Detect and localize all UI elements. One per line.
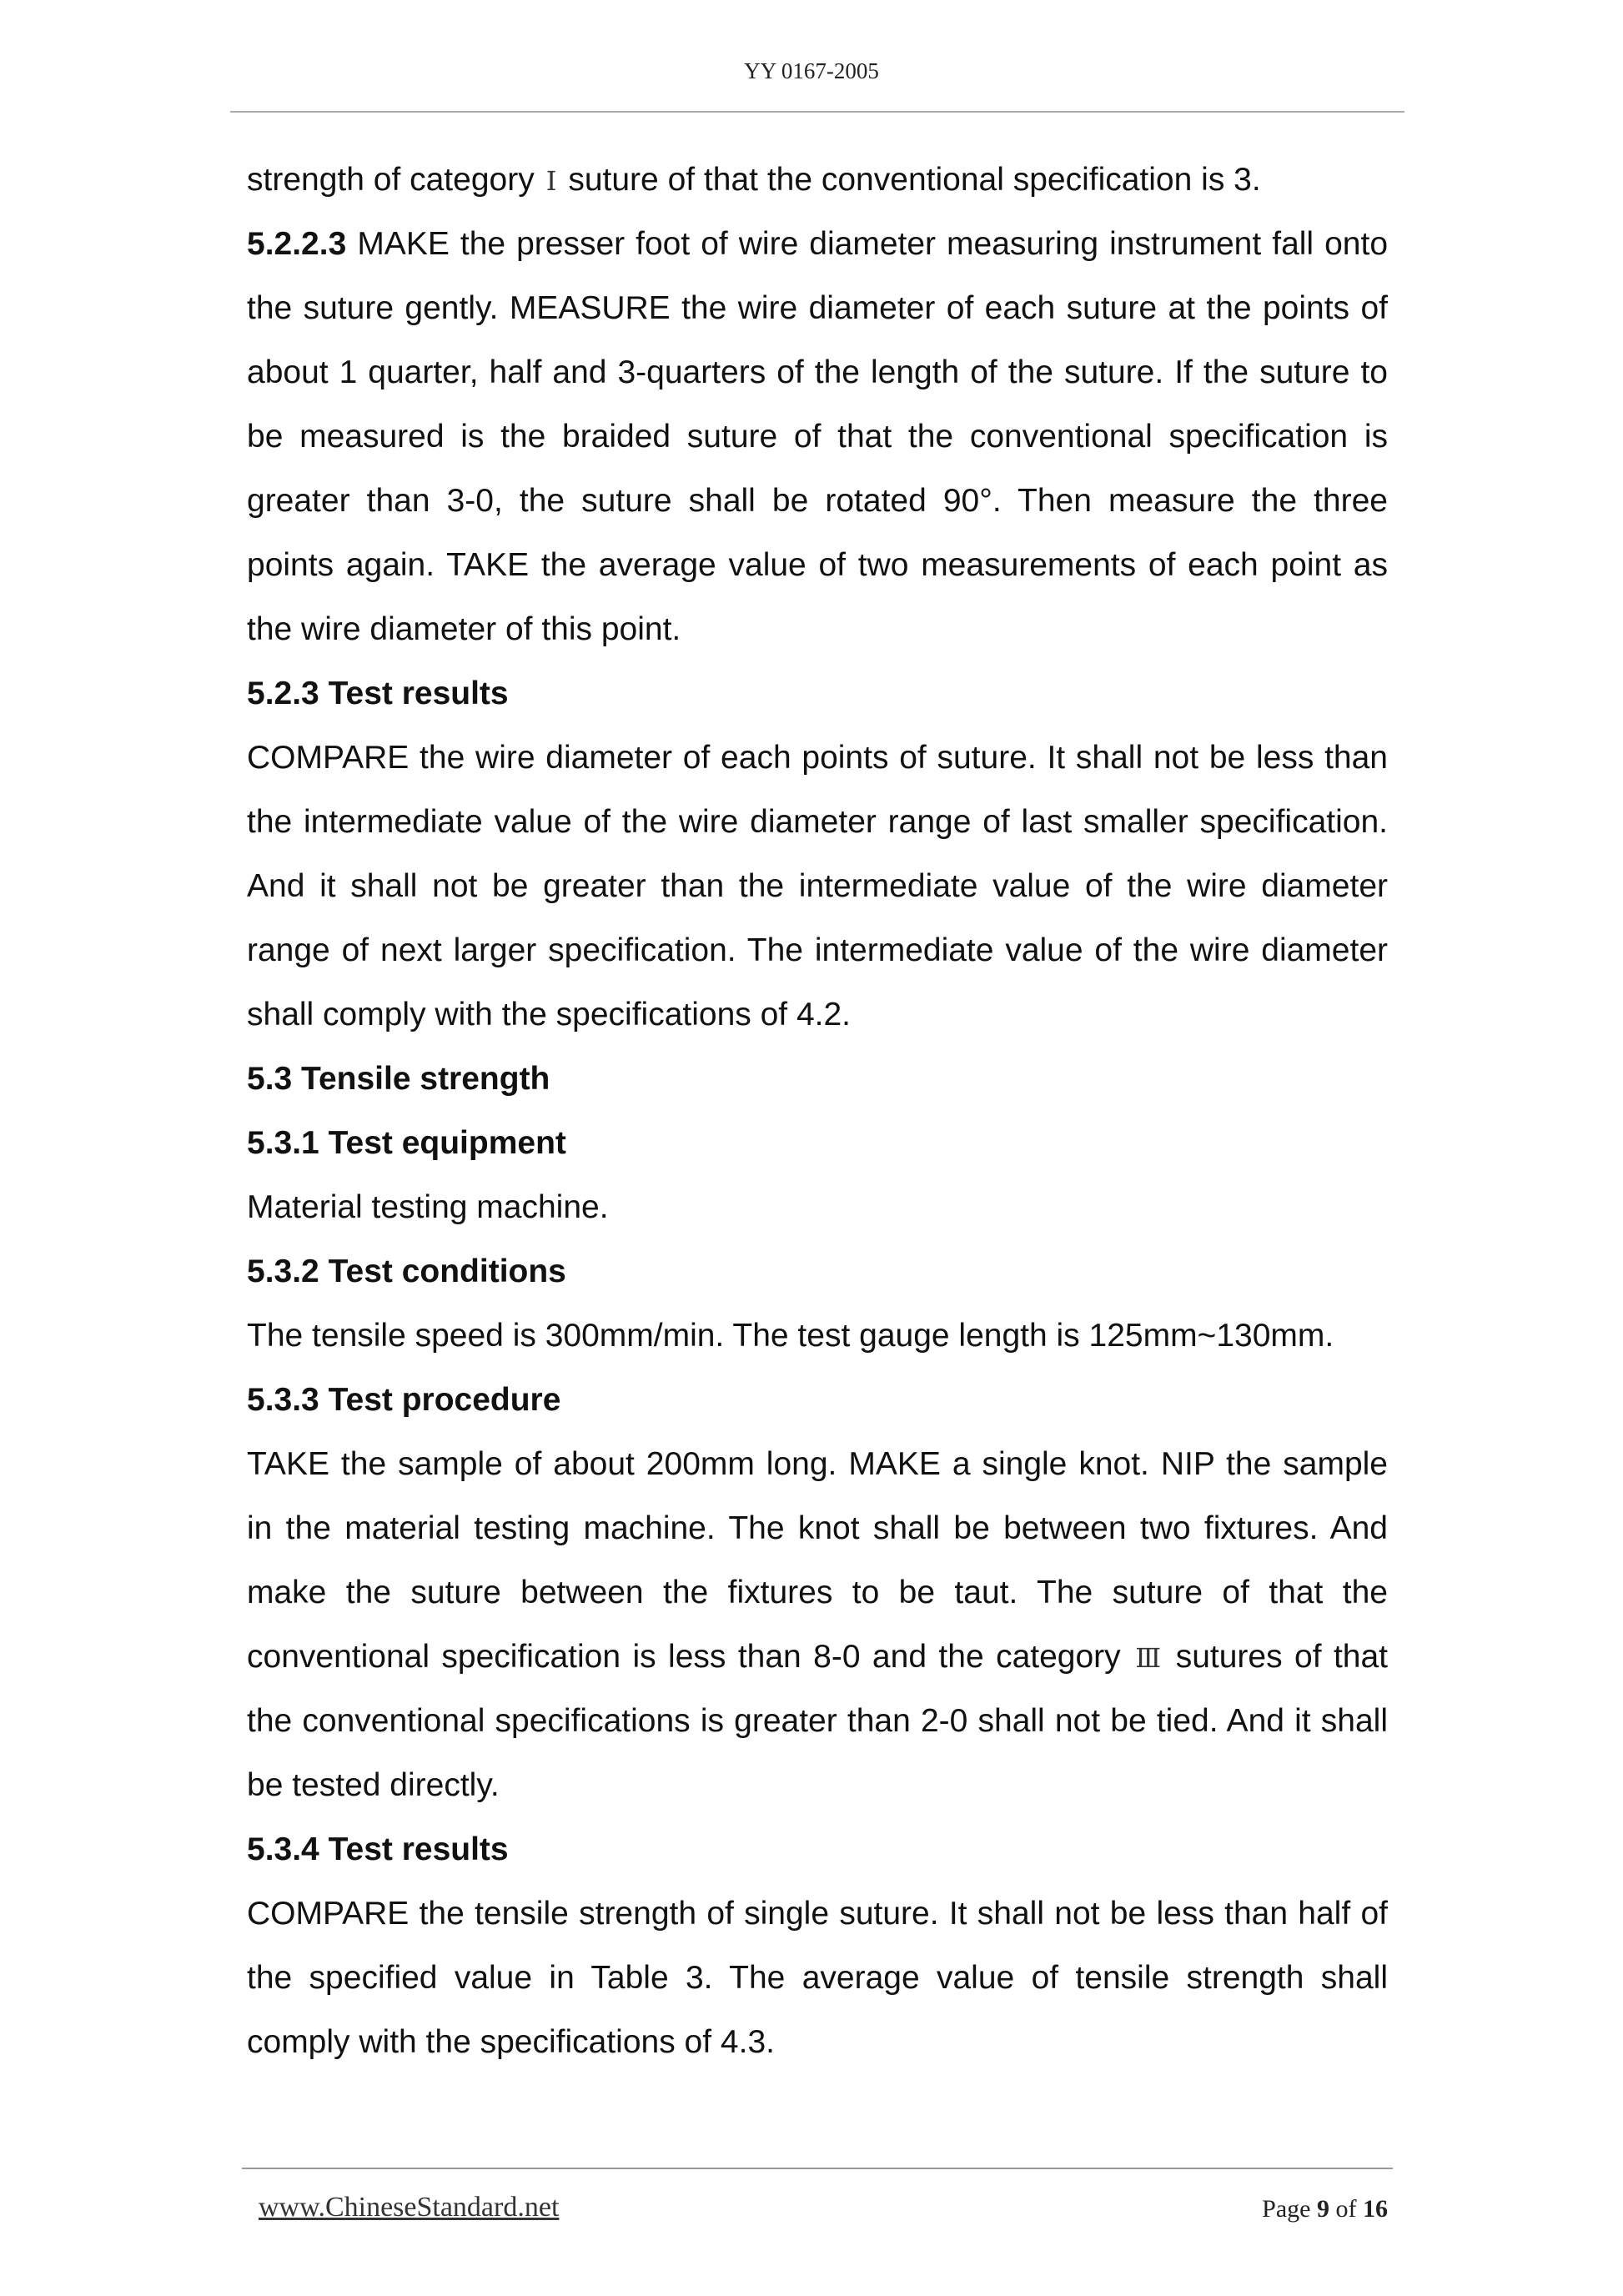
- section-heading: 5.3.2 Test conditions: [247, 1254, 566, 1289]
- paragraph-line: TAKE the sample of about 200mm long. MAKE a single knot. NIP the sample: [247, 1446, 1388, 1482]
- roman-numeral: Ⅰ: [545, 165, 557, 197]
- text-fragment: sutures of that: [1175, 1639, 1388, 1675]
- text-fragment: strength of category: [247, 162, 535, 198]
- clause-number: 5.2.2.3: [247, 226, 347, 262]
- paragraph-line: [247, 148, 1388, 212]
- section-heading: 5.3.4 Test results: [247, 1831, 509, 1867]
- text-fragment: conventional specification is less than 8-0 and the category: [247, 1639, 1121, 1675]
- section-heading: 5.3.3 Test procedure: [247, 1382, 561, 1418]
- paragraph-line: comply with the specifications of 4.3.: [247, 2024, 775, 2060]
- paragraph-line: Material testing machine.: [247, 1189, 609, 1225]
- paragraph-line: [247, 1625, 1388, 1689]
- paragraph-line: shall comply with the specifications of 4.2.: [247, 997, 852, 1032]
- paragraph-line: COMPARE the tensile strength of single suture. It shall not be less than half of: [247, 1896, 1388, 1932]
- paragraph-line: be tested directly.: [247, 1767, 500, 1803]
- paragraph-line: the wire diameter of this point.: [247, 611, 681, 647]
- paragraph-line: the intermediate value of the wire diameter range of last smaller specification.: [247, 804, 1388, 840]
- section-heading: 5.3 Tensile strength: [247, 1061, 550, 1097]
- page-total: 16: [1363, 2195, 1388, 2223]
- paragraph-line: make the suture between the fixtures to be taut. The suture of that the: [247, 1575, 1388, 1610]
- paragraph-line: be measured is the braided suture of that the conventional specification is: [247, 419, 1388, 455]
- paragraph-line: COMPARE the wire diameter of each points of suture. It shall not be less than: [247, 740, 1388, 776]
- of-label: of: [1335, 2195, 1357, 2223]
- paragraph-line: in the material testing machine. The knot shall be between two fixtures. And: [247, 1510, 1388, 1546]
- paragraph-line: [247, 212, 1388, 276]
- paragraph-line: range of next larger specification. The intermediate value of the wire diameter: [247, 932, 1388, 968]
- paragraph-line: about 1 quarter, half and 3-quarters of the length of the suture. If the suture to: [247, 354, 1388, 390]
- paragraph-line: the suture gently. MEASURE the wire diameter of each suture at the points of: [247, 290, 1388, 326]
- paragraph-line: The tensile speed is 300mm/min. The test gauge length is 125mm~130mm.: [247, 1318, 1334, 1354]
- section-heading: 5.2.3 Test results: [247, 676, 509, 711]
- header-divider: [230, 111, 1404, 113]
- paragraph-line: the conventional specifications is greater than 2-0 shall not be tied. And it shall: [247, 1703, 1388, 1739]
- document-body: [247, 148, 1388, 2074]
- page-label: Page: [1262, 2195, 1311, 2223]
- section-heading: 5.3.1 Test equipment: [247, 1125, 566, 1161]
- paragraph-line: greater than 3-0, the suture shall be rotated 90°. Then measure the three: [247, 483, 1388, 519]
- paragraph-line: the specified value in Table 3. The average value of tensile strength shall: [247, 1960, 1388, 1996]
- paragraph-line: And it shall not be greater than the intermediate value of the wire diameter: [247, 868, 1388, 904]
- document-code: YY 0167-2005: [744, 58, 879, 83]
- page-indicator: [1262, 2195, 1388, 2223]
- page-number: 9: [1317, 2195, 1329, 2223]
- website-link[interactable]: www.ChineseStandard.net: [259, 2192, 560, 2223]
- text-fragment: MAKE the presser foot of wire diameter measuring instrument fall onto: [357, 226, 1388, 262]
- roman-numeral: Ⅲ: [1132, 1642, 1164, 1674]
- paragraph-line: points again. TAKE the average value of two measurements of each point as: [247, 547, 1388, 583]
- footer-divider: [242, 2168, 1393, 2169]
- text-fragment: suture of that the conventional specification is 3.: [568, 162, 1261, 198]
